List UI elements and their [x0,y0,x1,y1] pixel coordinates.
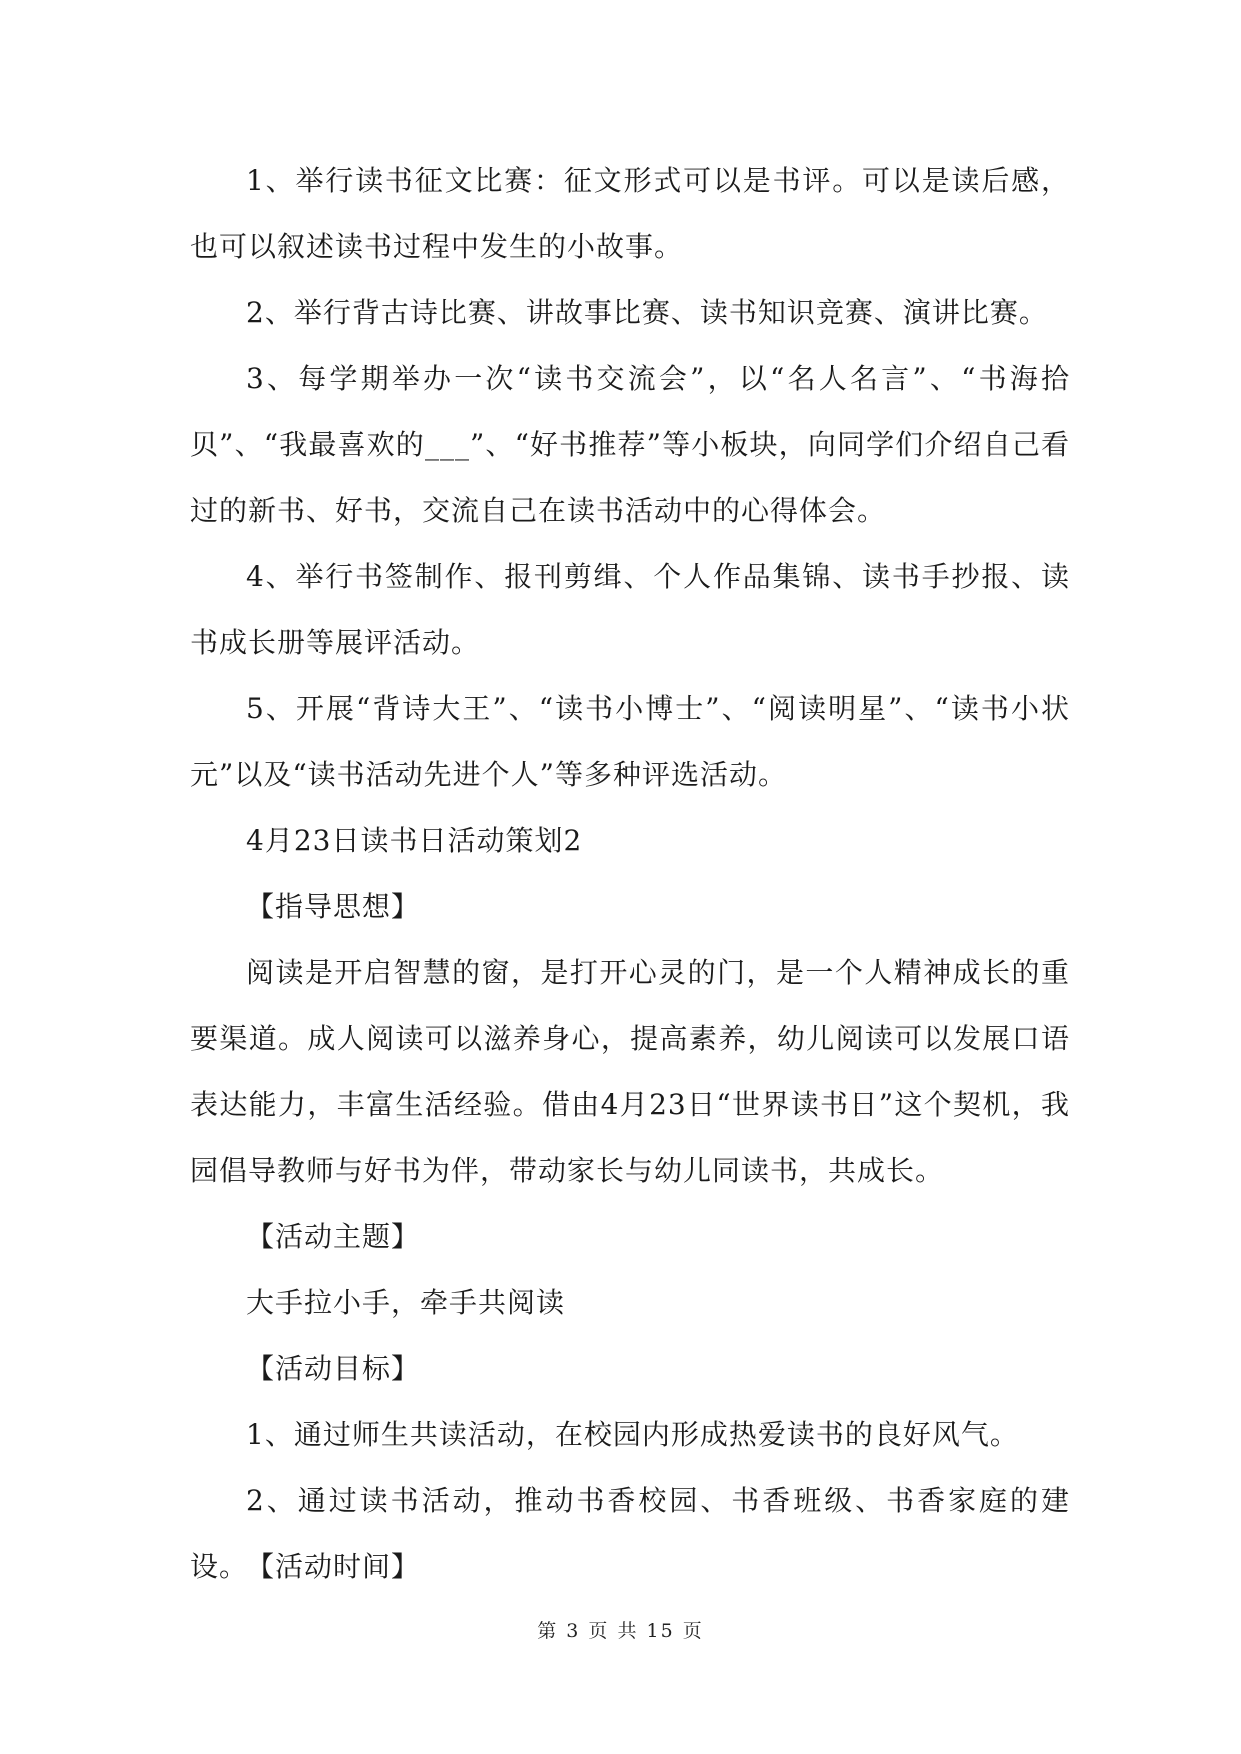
paragraph-essay-contest: 1、举行读书征文比赛：征文形式可以是书评。可以是读后感，也可以叙述读书过程中发生的小故事。 [190,164,1070,263]
paragraph-theme: 大手拉小手，牵手共阅读 [246,1286,566,1319]
heading-guiding-idea: 【指导思想】 [246,890,421,923]
heading-theme: 【活动主题】 [246,1220,421,1253]
paragraph-competitions: 2、举行背古诗比赛、讲故事比赛、读书知识竞赛、演讲比赛。 [246,296,1048,329]
paragraph-goal-1: 1、通过师生共读活动，在校园内形成热爱读书的良好风气。 [246,1418,1019,1451]
paragraph-exhibition: 4、举行书签制作、报刊剪缉、个人作品集锦、读书手抄报、读书成长册等展评活动。 [190,560,1070,659]
heading-goals: 【活动目标】 [246,1352,421,1385]
section-title: 4月23日读书日活动策划2 [246,824,583,857]
paragraph-goal-2: 2、通过读书活动，推动书香校园、书香班级、书香家庭的建设。 [190,1484,1070,1583]
paragraph-exchange-meeting: 3、每学期举办一次“读书交流会”，以“名人名言”、“书海拾贝”、“我最喜欢的___”、“好书推荐”等小板块，向同学们介绍自己看过的新书、好书，交流自己在读书活动中的心得体会。 [190,362,1070,527]
paragraph-selection: 5、开展“背诗大王”、“读书小博士”、“阅读明星”、“读书小状元”以及“读书活动先进个人”等多种评选活动。 [190,692,1070,791]
paragraph-guiding-idea: 阅读是开启智慧的窗，是打开心灵的门，是一个人精神成长的重要渠道。成人阅读可以滋养身心，提高素养，幼儿阅读可以发展口语表达能力，丰富生活经验。借由4月23日“世界读书日”这个契机，我园倡导教师与好书为伴，带动家长与幼儿同读书，共成长。 [190,956,1070,1187]
heading-time: 【活动时间】 [246,1550,421,1583]
page-footer: 第 3 页 共 15 页 [537,1620,704,1642]
